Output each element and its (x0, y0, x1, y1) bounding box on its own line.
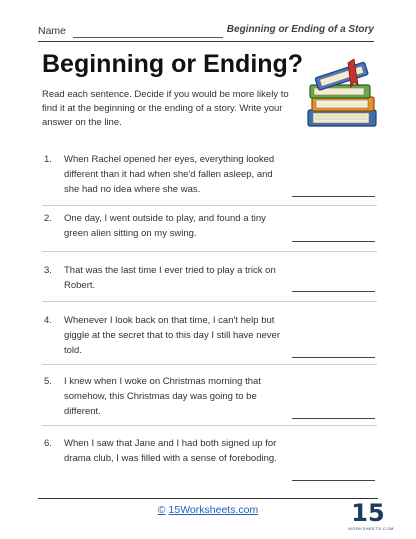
question-number: 6. (44, 438, 52, 449)
question-number: 4. (44, 315, 52, 326)
header-rule (38, 41, 374, 42)
stack-of-books-icon (304, 55, 382, 133)
question-text: Whenever I look back on that time, I can't help but giggle at the secret that to this day I still have never told. (64, 315, 280, 356)
question-item (42, 436, 377, 483)
question-number: 5. (44, 376, 52, 387)
instructions: Read each sentence. Decide if you would be more likely to find it at the beginning or the ending of a story. Write your answer on the line. (42, 89, 289, 128)
divider (42, 251, 377, 252)
name-label: Name (38, 25, 67, 37)
question-number: 1. (44, 154, 52, 165)
question-item (42, 263, 377, 295)
logo-number: 15 (351, 499, 385, 527)
answer-line[interactable] (292, 291, 375, 292)
subject-title: Beginning or Ending of a Story (226, 24, 374, 35)
name-line (73, 37, 223, 38)
divider (42, 364, 377, 365)
question-item (42, 374, 377, 421)
question-number: 3. (44, 265, 52, 276)
worksheet-footer (0, 492, 416, 539)
question-number: 2. (44, 213, 52, 224)
question-text: One day, I went outside to play, and found a tiny green alien sitting on my swing. (64, 213, 266, 239)
question-text: When Rachel opened her eyes, everything looked different than it had when she'd fallen asleep, and she had no idea where she was. (64, 154, 275, 195)
answer-line[interactable] (292, 480, 375, 481)
answer-line[interactable] (292, 241, 375, 242)
question-text: When I saw that Jane and I had both signed up for drama club, I was filled with a sense of foreboding. (64, 438, 277, 464)
page-title: Beginning or Ending? (42, 50, 304, 78)
answer-line[interactable] (292, 418, 375, 419)
worksheet-header (38, 22, 374, 42)
question-item (42, 211, 377, 243)
copyright-symbol: © (157, 504, 166, 516)
answer-line[interactable] (292, 357, 375, 358)
footer-rule (38, 498, 378, 499)
answer-line[interactable] (292, 196, 375, 197)
logo-text: WORKSHEETS.COM (348, 526, 394, 531)
brand-logo (348, 499, 394, 536)
question-item (42, 313, 377, 360)
divider (42, 205, 377, 206)
divider (42, 425, 377, 426)
divider (42, 301, 377, 302)
question-text: That was the last time I ever tried to play a trick on Robert. (64, 265, 276, 291)
question-text: I knew when I woke on Christmas morning that somehow, this Christmas day was going to be different. (64, 376, 261, 417)
site-name: 15Worksheets.com (168, 504, 259, 516)
question-item (42, 152, 377, 197)
